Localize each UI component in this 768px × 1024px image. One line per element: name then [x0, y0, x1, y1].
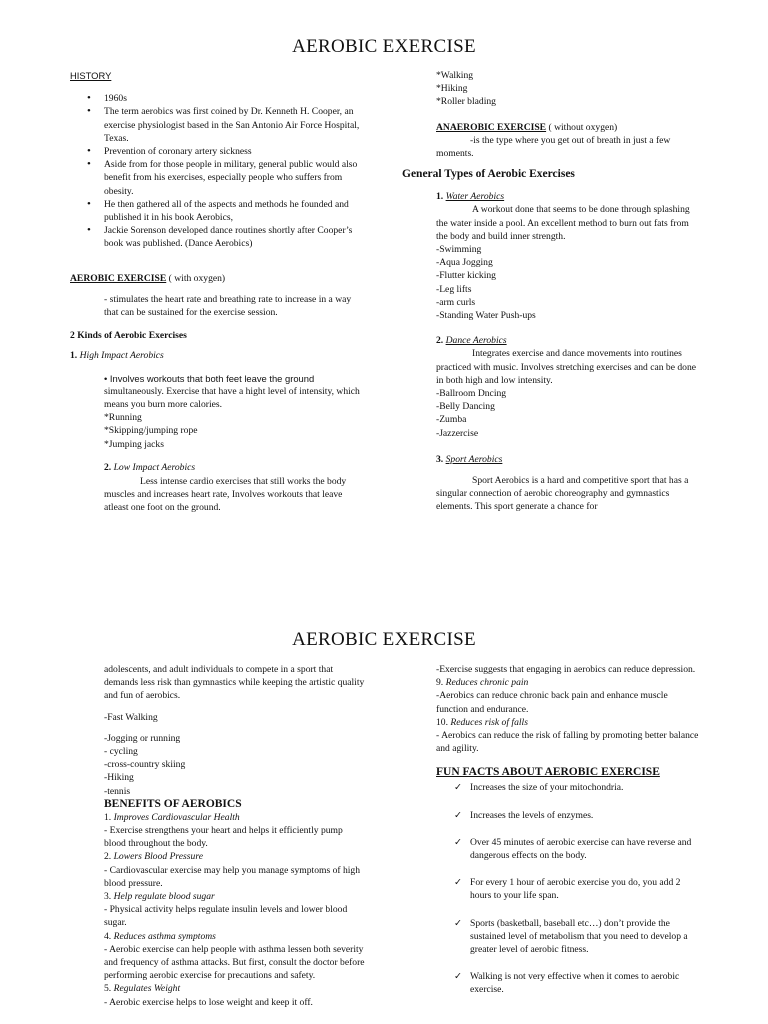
- list-item: -Leg lifts: [436, 283, 472, 295]
- benefit-heading: [104, 982, 366, 995]
- high-description: simultaneously. Exercise that have a hight level of intensity, which means you burn more calories.: [104, 385, 360, 411]
- list-item: [402, 876, 702, 902]
- aerobic-header: AEROBIC EXERCISE: [70, 272, 167, 284]
- high-impact-heading: [70, 349, 366, 362]
- benefit-title: Help regulate blood sugar: [113, 891, 215, 903]
- fun-fact: For every 1 hour of aerobic exercise you do, you add 2 hours to your life span.: [470, 877, 681, 902]
- benefit-title: Improves Cardiovascular Health: [113, 811, 240, 823]
- dance-title: Dance Aerobics: [445, 335, 507, 347]
- benefit-description: - Aerobics can reduce the risk of falling by promoting better balance and agility.: [436, 730, 699, 755]
- fun-fact: Over 45 minutes of aerobic exercise can have reverse and dangerous effects on the body.: [470, 836, 692, 862]
- list-item: [402, 809, 702, 822]
- benefit-num: 5.: [104, 983, 114, 995]
- benefit-num: 3.: [104, 891, 114, 903]
- benefit-heading: [104, 850, 366, 863]
- list-item: • 1960s: [70, 92, 366, 105]
- benefit-num: 2.: [104, 851, 114, 863]
- benefit-num: 9.: [436, 677, 446, 689]
- list-item: -tennis: [104, 785, 131, 797]
- list-item: [402, 781, 702, 794]
- dance-num: 2.: [436, 335, 446, 347]
- benefit-num: 10.: [436, 716, 451, 728]
- list-item: *Jumping jacks: [104, 438, 164, 450]
- checkmark-icon: ✓: [454, 809, 463, 821]
- benefit-description: - Physical activity helps regulate insulin levels and lower blood sugar.: [104, 904, 348, 929]
- fun-fact: Increases the levels of enzymes.: [470, 809, 594, 821]
- fun-facts-header: FUN FACTS ABOUT AEROBIC EXERCISE: [436, 766, 660, 779]
- high-title: High Impact Aerobics: [79, 350, 164, 362]
- fast-walking: -Fast Walking: [104, 711, 158, 723]
- continued-description: adolescents, and adult individuals to compete in a sport that demands less risk than gymnastics while keeping the artistic quality and fun of aerobics.: [104, 664, 365, 702]
- checkmark-icon: ✓: [454, 971, 463, 983]
- equipment-list: [402, 69, 702, 109]
- aerobic-note: ( with oxygen): [166, 272, 226, 284]
- list-item: -Flutter kicking: [436, 270, 496, 282]
- checkmark-icon: ✓: [454, 782, 463, 794]
- fun-fact: Increases the size of your mitochondria.: [470, 782, 624, 794]
- low-impact-heading: [70, 461, 366, 474]
- anaerobic-note: ( without oxygen): [546, 121, 618, 133]
- benefit-num: 1.: [104, 811, 114, 823]
- kinds-header: 2 Kinds of Aerobic Exercises: [70, 330, 187, 342]
- list-item: -cross-country skiing: [104, 759, 186, 771]
- list-item: -Standing Water Push-ups: [436, 310, 536, 322]
- list-item: -arm curls: [436, 296, 476, 308]
- dance-heading: [402, 334, 702, 347]
- sport-title: Sport Aerobics: [445, 453, 503, 465]
- depression-description: -Exercise suggests that engaging in aerobics can reduce depression.: [436, 664, 696, 675]
- aerobic-definition-heading: [70, 272, 366, 285]
- list-item: [402, 836, 702, 862]
- left-column: [70, 69, 366, 515]
- checkmark-icon: ✓: [454, 836, 463, 848]
- benefit-description: - Aerobic exercise can help people with asthma lessen both severity and frequency of asthma attacks. But first, consult the doctor before performing aerobic exercise for precautions and safety.: [104, 943, 365, 982]
- benefits-header: BENEFITS OF AEROBICS: [104, 797, 242, 810]
- list-item: -Belly Dancing: [436, 401, 495, 413]
- water-title: Water Aerobics: [445, 191, 505, 203]
- water-heading: [402, 190, 702, 203]
- history-header: HISTORY: [70, 70, 112, 81]
- page-title: AEROBIC EXERCISE: [292, 629, 476, 650]
- list-item: - cycling: [104, 746, 138, 758]
- list-item: *Roller blading: [436, 96, 496, 108]
- list-item: *Hiking: [436, 83, 468, 95]
- benefit-heading: [436, 676, 702, 689]
- list-item: • He then gathered all of the aspects and methods he founded and published it in his book Aerobics,: [70, 198, 366, 224]
- benefit-title: Regulates Weight: [113, 983, 181, 995]
- left-body: [70, 663, 366, 1009]
- list-item: -Aqua Jogging: [436, 257, 493, 269]
- sport-description: Sport Aerobics is a hard and competitive sport that has a singular connection of aerobic choreography and gymnastics elements. This sport generate a chance for: [436, 475, 689, 513]
- water-list: [402, 243, 702, 322]
- list-item: • Jackie Sorenson developed dance routines shortly after Cooper’s book was published. (Dance Aerobics): [70, 224, 366, 250]
- dance-list: [402, 387, 702, 440]
- benefit-title: Reduces risk of falls: [450, 716, 528, 728]
- list-item: [402, 917, 702, 957]
- aerobic-description: - stimulates the heart rate and breathing rate to increase in a way that can be sustained for the exercise session.: [104, 293, 352, 319]
- benefit-heading: [104, 890, 366, 903]
- fun-fact: Walking is not very effective when it comes to aerobic exercise.: [470, 971, 680, 996]
- benefit-title: Reduces asthma symptoms: [113, 930, 216, 942]
- page-title: AEROBIC EXERCISE: [292, 36, 476, 57]
- list-item: • The term aerobics was first coined by Dr. Kenneth H. Cooper, an exercise physiologist based in the San Antonio Air Force Hospital, Texas.: [70, 105, 366, 145]
- general-types-header: General Types of Aerobic Exercises: [402, 168, 575, 181]
- list-item: *Skipping/jumping rope: [104, 425, 198, 437]
- anaerobic-header: ANAEROBIC EXERCISE: [436, 121, 547, 133]
- water-description: A workout done that seems to be done through splashing the water inside a pool. An excellent method to burn out fats from the body and build inner strength.: [436, 204, 690, 242]
- list-item: *Walking: [436, 70, 474, 81]
- benefit-description: - Aerobic exercise helps to lose weight and keep it off.: [104, 996, 313, 1008]
- water-num: 1.: [436, 191, 446, 203]
- list-item: -Swimming: [436, 244, 482, 256]
- fun-facts-list: [402, 781, 702, 996]
- benefit-description: - Cardiovascular exercise may help you manage symptoms of high blood pressure.: [104, 864, 361, 889]
- benefit-heading: [436, 716, 702, 729]
- right-column: [402, 663, 702, 997]
- checkmark-icon: ✓: [454, 877, 463, 889]
- right-column: [402, 69, 702, 514]
- left-column: [70, 663, 366, 1009]
- right-body: [402, 663, 702, 780]
- high-lead: • Involves workouts that both feet leave the ground: [104, 372, 315, 384]
- sport-num: 3.: [436, 453, 446, 465]
- history-list: [70, 92, 366, 250]
- checkmark-icon: ✓: [454, 917, 463, 929]
- high-num: 1.: [70, 350, 80, 362]
- anaerobic-heading: [402, 121, 702, 134]
- benefit-description: - Exercise strengthens your heart and helps it efficiently pump blood throughout the body.: [104, 825, 343, 850]
- low-num: 2.: [104, 461, 114, 473]
- activity-list: [104, 732, 366, 798]
- sport-heading: [402, 453, 702, 466]
- benefit-title: Lowers Blood Pressure: [113, 851, 203, 863]
- benefit-heading: [104, 811, 366, 824]
- high-impact-body: [70, 372, 366, 451]
- list-item: [402, 970, 702, 996]
- dance-description: Integrates exercise and dance movements into routines practiced with music. Involves stretching exercises and can be done in both high and low intensity.: [436, 348, 697, 386]
- list-item: *Running: [104, 412, 142, 424]
- anaerobic-description: -is the type where you get out of breath in just a few moments.: [436, 134, 671, 160]
- low-title: Low Impact Aerobics: [113, 461, 196, 473]
- list-item: -Ballroom Dncing: [436, 388, 507, 400]
- low-description: Less intense cardio exercises that still works the body muscles and increases heart rate, Involves workouts that leave atleast one foot on the ground.: [104, 476, 347, 514]
- list-item: -Jogging or running: [104, 732, 181, 744]
- list-item: • Aside from for those people in military, general public would also benefit from his exercises, especially people who suffers from obesity.: [70, 158, 366, 198]
- list-item: -Zumba: [436, 414, 467, 426]
- fun-fact: Sports (basketball, baseball etc…) don’t provide the sustained level of metabolism that you need to develop a greater level of aerobic fitness.: [470, 917, 688, 956]
- list-item: • Prevention of coronary artery sickness: [70, 145, 366, 158]
- benefit-num: 4.: [104, 930, 114, 942]
- benefit-title: Reduces chronic pain: [445, 677, 529, 689]
- benefit-heading: [104, 930, 366, 943]
- benefit-description: -Aerobics can reduce chronic back pain and enhance muscle function and endurance.: [436, 690, 668, 715]
- list-item: -Jazzercise: [436, 427, 479, 439]
- list-item: -Hiking: [104, 772, 134, 784]
